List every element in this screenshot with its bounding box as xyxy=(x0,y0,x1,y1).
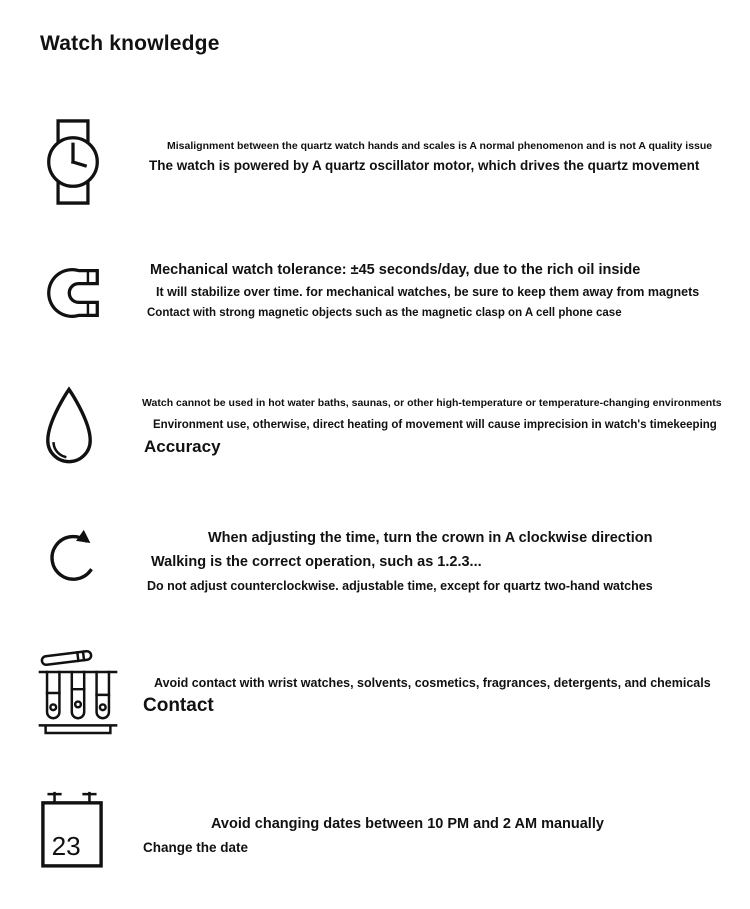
magnet-icon xyxy=(45,264,101,322)
text-line: Do not adjust counterclockwise. adjustable time, except for quartz two-hand watches xyxy=(147,579,653,593)
test-tubes-icon xyxy=(38,646,118,740)
rotate-clockwise-icon xyxy=(44,522,106,588)
calendar-icon xyxy=(40,790,104,870)
text-line: When adjusting the time, turn the crown in A clockwise direction xyxy=(208,530,653,546)
section-accuracy xyxy=(140,397,722,457)
section-magnet-tolerance xyxy=(142,262,699,319)
watch-icon xyxy=(45,112,101,212)
text-line: Misalignment between the quartz watch hands and scales is A normal phenomenon and is not A quality issue xyxy=(167,140,713,152)
calendar-icon xyxy=(40,790,104,870)
section-contact xyxy=(142,676,711,717)
section-time-adjustment xyxy=(142,530,653,593)
text-line: It will stabilize over time. for mechanical watches, be sure to keep them away from magnets xyxy=(156,285,700,299)
page-title: Watch knowledge xyxy=(40,32,220,55)
text-line: Environment use, otherwise, direct heating of movement will cause imprecision in watch's timekeeping xyxy=(153,419,717,431)
section-heading-change-date: Change the date xyxy=(143,840,249,855)
test-tubes-icon xyxy=(38,646,118,740)
section-quartz-movement xyxy=(142,140,712,173)
text-line: Watch cannot be used in hot water baths, saunas, or other high-temperature or temperature-changing environments xyxy=(142,397,722,409)
magnet-icon xyxy=(45,264,101,322)
water-drop-icon xyxy=(42,384,96,469)
text-line: Mechanical watch tolerance: ±45 seconds/day, due to the rich oil inside xyxy=(150,262,641,278)
water-drop-icon xyxy=(42,384,96,469)
section-heading-contact: Contact xyxy=(143,695,214,716)
calendar-day-number: 23 xyxy=(51,831,81,862)
section-heading-accuracy: Accuracy xyxy=(144,437,221,456)
text-line: Contact with strong magnetic objects such as the magnetic clasp on A cell phone case xyxy=(147,307,622,319)
text-line: Avoid changing dates between 10 PM and 2 AM manually xyxy=(211,816,604,832)
text-line: Avoid contact with wrist watches, solvents, cosmetics, fragrances, detergents, and chemicals xyxy=(154,676,711,690)
section-change-date xyxy=(142,816,604,855)
watch-icon xyxy=(45,112,101,212)
text-line: The watch is powered by A quartz oscillator motor, which drives the quartz movement xyxy=(149,158,700,173)
rotate-clockwise-icon xyxy=(44,522,106,588)
text-line: Walking is the correct operation, such as 1.2.3... xyxy=(151,554,482,570)
